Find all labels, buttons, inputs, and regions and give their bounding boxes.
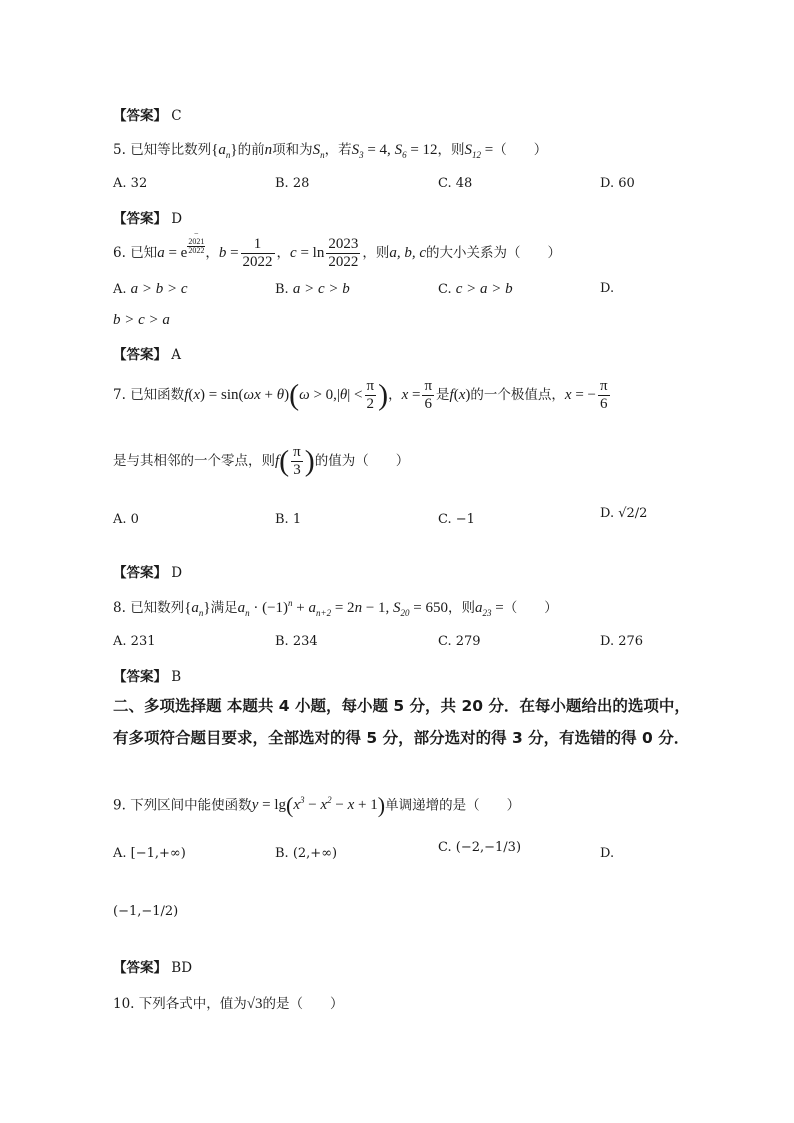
question-5 <box>113 138 547 160</box>
fraction: $\frac{\pi}{6}$ <box>424 378 433 412</box>
formula: √3 <box>246 996 263 1012</box>
answer-q5 <box>113 207 182 227</box>
answer-label: 【答案】 <box>113 565 167 581</box>
formula: $a_n \cdot (-1)^n + a_{n+2} = 2n - 1$, $S_{20} = 650$ <box>237 598 448 618</box>
answer-q8 <box>113 665 181 685</box>
answer-q7 <box>113 561 182 581</box>
answer-value: D <box>171 565 183 581</box>
fraction: $\frac{\pi}{2}$ <box>366 378 375 412</box>
option-d[interactable]: D. 60 <box>600 176 635 191</box>
question-text: 已知函数 <box>130 387 185 403</box>
option-c[interactable]: C. (−2,−1/3) <box>438 840 522 855</box>
option-a[interactable]: A. 32 <box>113 176 148 191</box>
question-text: ，若 <box>324 142 352 158</box>
option-b[interactable]: B. 1 <box>275 512 302 527</box>
question-text: 是与其相邻的一个零点，则 <box>113 453 275 469</box>
option-a[interactable]: A. 0 <box>113 512 139 527</box>
question-9 <box>113 793 520 819</box>
option-b[interactable]: B. a > c > b <box>275 281 350 297</box>
question-text: 下列区间中能使函数 <box>130 797 252 814</box>
option-d-value: (−1,−1/2) <box>113 904 179 919</box>
formula: f(x) = sin(ωx + θ)(ω > 0,|θ| < <box>184 378 363 412</box>
question-text: 的前 <box>237 142 265 158</box>
option-d-value: b > c > a <box>113 312 170 328</box>
answer-value: B <box>171 669 182 685</box>
formula: $a_{23}$ = <box>475 600 504 618</box>
question-text: 已知等比数列 <box>130 142 212 158</box>
answer-label: 【答案】 <box>113 669 167 685</box>
option-b[interactable]: B. (2,+∞) <box>275 846 338 861</box>
answer-value: BD <box>171 960 193 976</box>
option-c[interactable]: C. 279 <box>438 634 481 649</box>
option-b[interactable]: B. 28 <box>275 176 310 191</box>
formula: $S_3 = 4$, $S_6 = 12$ <box>351 142 438 160</box>
answer-q9 <box>113 956 192 976</box>
answer-value: A <box>171 347 182 363</box>
formula: a, b, c <box>389 245 427 261</box>
formula: $\{a_n\}$ <box>211 142 238 160</box>
formula: $S_n$ <box>312 142 325 160</box>
option-a[interactable]: A. 231 <box>113 634 156 649</box>
question-number: 10. <box>113 996 135 1012</box>
question-text: 已知 <box>130 245 158 261</box>
question-text: 是 <box>436 387 450 403</box>
option-d[interactable]: D. 276 <box>600 634 644 649</box>
option-d[interactable]: D. <box>600 281 615 296</box>
option-c[interactable]: C. −1 <box>438 512 475 527</box>
question-text: 的是（ ） <box>262 996 344 1012</box>
formula: x = − <box>564 387 596 403</box>
question-8 <box>113 596 558 618</box>
question-text: ，则 <box>437 142 465 158</box>
answer-q6 <box>113 343 181 363</box>
question-number: 6. <box>113 245 126 261</box>
formula: f(x) <box>449 387 471 403</box>
answer-q4 <box>113 104 182 124</box>
question-6: 6. 已知a = e− 2021 2022 ，b = $\frac{1}{2022}$ ，c = ln $\frac{2023}{2022}$ ，则a, b, c的大小关系为（ ） <box>113 229 562 270</box>
formula: $\{a_n\}$ <box>184 600 211 618</box>
option-d[interactable]: D. <box>600 846 615 861</box>
question-text: （ ） <box>503 600 558 616</box>
fraction: $\frac{2023}{2022}$ <box>328 236 359 270</box>
formula: b = <box>218 245 239 261</box>
question-text: 下列各式中，值为 <box>138 996 247 1012</box>
question-text: 的值为（ ） <box>314 453 410 469</box>
answer-value: D <box>171 211 183 227</box>
answer-value: C <box>171 108 182 124</box>
question-7: 7. 已知函数f(x) = sin(ωx + θ)(ω > 0,|θ| < $\frac{\pi}{2}$ )，x = $\frac{\pi}{6}$ 是f(x)的一个极值点，x = − $\frac{\pi}{6}$ <box>113 378 608 412</box>
fraction: $\frac{\pi}{6}$ <box>599 378 608 412</box>
question-text: ，则 <box>448 600 475 616</box>
question-7-cont: 是与其相邻的一个零点，则f( $\frac{\pi}{3}$ )的值为（ ） <box>113 444 410 478</box>
question-text: 的一个极值点， <box>470 387 565 403</box>
question-text: （ ） <box>493 142 548 158</box>
formula: f( <box>275 444 290 478</box>
formula: a = e− 2021 2022 <box>157 229 205 261</box>
section-heading: 二、多项选择题 本题共 4 小题，每小题 5 分，共 20 分．在每小题给出的选项中，有多项符合题目要求，全部选对的得 5 分，部分选对的得 3 分，有选错的得 0 分． <box>113 697 690 747</box>
answer-label: 【答案】 <box>113 211 167 227</box>
option-c[interactable]: C. c > a > b <box>438 281 513 297</box>
question-text: 已知数列 <box>130 600 185 616</box>
question-text: 项和为 <box>272 142 313 158</box>
question-text: 单调递增的是（ ） <box>385 797 521 814</box>
option-b[interactable]: B. 234 <box>275 634 318 649</box>
answer-label: 【答案】 <box>113 960 167 976</box>
formula: $y = \lg(x^3 - x^2 - x + 1)$ <box>251 793 386 818</box>
option-a[interactable]: A. a > b > c <box>113 281 188 297</box>
formula: x = <box>401 387 421 403</box>
question-number: 5. <box>113 142 126 158</box>
fraction: $\frac{\pi}{3}$ <box>293 444 301 478</box>
option-d[interactable]: D. √2/2 <box>600 506 648 521</box>
question-text: 满足 <box>210 600 238 616</box>
option-a[interactable]: A. [−1,+∞) <box>113 846 186 861</box>
option-c[interactable]: C. 48 <box>438 176 473 191</box>
question-number: 8. <box>113 600 126 616</box>
question-text: ，则 <box>362 245 390 261</box>
formula: $S_{12}$ = <box>464 142 494 160</box>
question-number: 9. <box>113 797 126 814</box>
answer-label: 【答案】 <box>113 108 167 124</box>
question-10 <box>113 992 344 1013</box>
formula: c = ln <box>290 245 325 261</box>
question-text: 的大小关系为（ ） <box>426 245 562 261</box>
question-number: 7. <box>113 387 126 403</box>
answer-label: 【答案】 <box>113 347 167 363</box>
formula: n <box>264 142 273 158</box>
fraction: $\frac{1}{2022}$ <box>242 236 273 270</box>
